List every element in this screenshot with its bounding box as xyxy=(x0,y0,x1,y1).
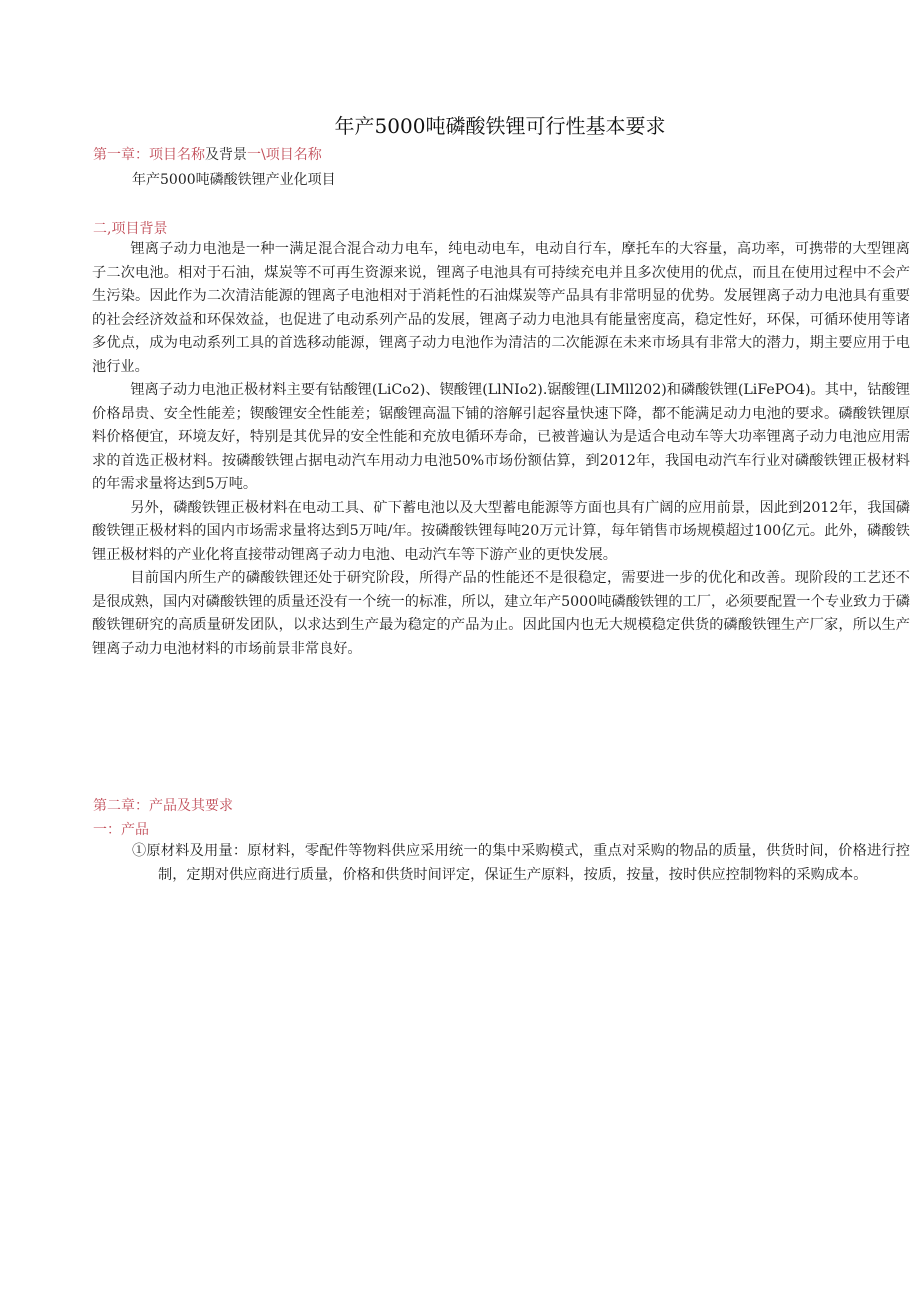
project-name-line: 年产5000吨磷酸铁锂产业化项目 xyxy=(132,172,336,188)
section2-heading: 二,项目背景 xyxy=(93,221,168,237)
chapter1-heading xyxy=(93,144,322,164)
section1-heading: 一\项目名称 xyxy=(247,147,322,163)
paragraph: 锂离子动力电池正极材料主要有钴酸锂(LiCo2)、锲酸锂(LlNIo2).锯酸锂(LIMll202)和磷酸铁锂(LiFePO4)。其中，钴酸锂价格昂贵、安全性能差；锲酸锂安全性能差；锯酸锂高温下铺的溶解引起容量快速下降，都不能满足动力电池的要求。磷酸铁锂原料价格便宜，环境友好，特别是其优异的安全性能和充放电循环寿命，已被普遍认为是适合电动车等大功率锂离子动力电池应用需求的首选正极材料。按磷酸铁锂占据电动汽车用动力电池50%市场份额估算，到2012年，我国电动汽车行业对磷酸铁锂正极材料的年需求量将达到5万吨。 xyxy=(92,382,910,492)
title-container xyxy=(0,110,920,139)
chapter1-heading-label: 第一章：项目名称 xyxy=(93,147,205,163)
chapter2-heading: 第二章：产品及其要求 xyxy=(93,798,233,814)
paragraph: 目前国内所生产的磷酸铁锂还处于研究阶段，所得产品的性能还不是很稳定，需要进一步的优化和改善。现阶段的工艺还不是很成熟，国内对磷酸铁锂的质量还没有一个统一的标准，所以，建立年产5000吨磷酸铁锂的工厂，必须要配置一个专业致力于磷酸铁锂研究的高质量研发团队，以求达到生产最为稳定的产品为止。因此国内也无大规模稳定供货的磷酸铁锂生产厂家，所以生产锂离子动力电池材料的市场前景非常良好。 xyxy=(92,570,910,657)
chapter2-section1-heading: 一：产品 xyxy=(93,822,149,838)
list-item: ①原材料及用量：原材料，零配件等物料供应采用统一的集中采购模式，重点对采购的物品的质量，供货时间，价格进行控制，定期对供应商进行质量，价格和供货时间评定，保证生产原料，按质，按量，按时供应控制物料的采购成本。 xyxy=(132,843,910,883)
chapter1-heading-background: 及背景 xyxy=(205,147,247,163)
paragraph: 另外，磷酸铁锂正极材料在电动工具、矿下蓄电池以及大型蓄电能源等方面也具有广阔的应用前景，因此到2012年，我国磷酸铁锂正极材料的国内市场需求量将达到5万吨/年。按磷酸铁锂每吨20万元计算，每年销售市场规模超过100亿元。此外，磷酸铁锂正极材料的产业化将直接带动锂离子动力电池、电动汽车等下游产业的更快发展。 xyxy=(92,499,910,563)
paragraph: 锂离子动力电池是一种一满足混合混合动力电车，纯电动电车，电动自行车，摩托车的大容量，高功率，可携带的大型锂离子二次电池。相对于石油，煤炭等不可再生资源来说，锂离子电池具有可持续充电并且多次使用的优点，而且在使用过程中不会产生污染。因此作为二次清洁能源的锂离子电池相对于消耗性的石油煤炭等产品具有非常明显的优势。发展锂离子动力电池具有重要的社会经济效益和环保效益，也促进了电动系列产品的发展，锂离子动力电池具有能量密度高，稳定性好，环保，可循环使用等诸多优点，成为电动系列工具的首选移动能源，锂离子动力电池作为清洁的二次能源在未来市场具有非常大的潜力，期主要应用于电池行业。 xyxy=(92,241,910,375)
product-list xyxy=(132,840,910,887)
document-title: 年产5000吨磷酸铁锂可行性基本要求 xyxy=(334,114,666,138)
background-body xyxy=(92,238,910,661)
